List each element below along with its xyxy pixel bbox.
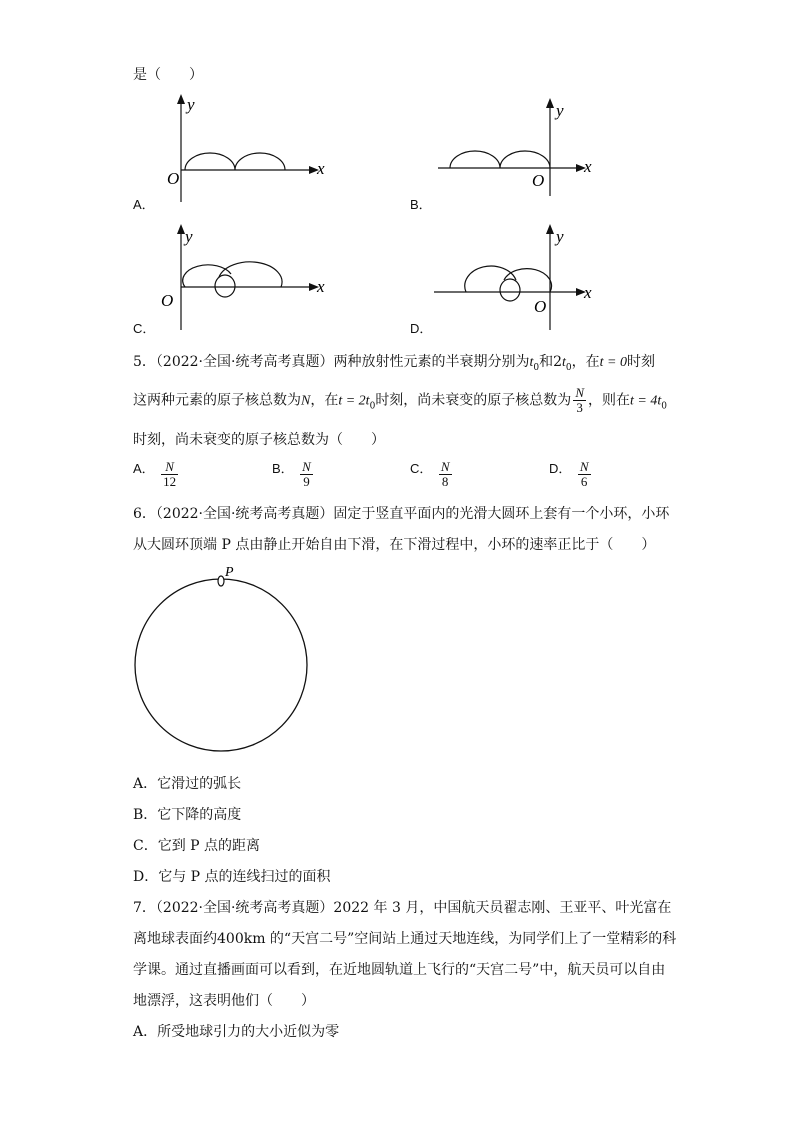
origin-label: O xyxy=(161,291,174,310)
option-c-label: C． xyxy=(133,321,156,336)
axis-y-label: y xyxy=(185,227,193,246)
axis-x-label: x xyxy=(317,159,325,178)
question-6-line-2: 从大圆环顶端 P 点由静止开始自由下滑，在下滑过程中，小环的速率正比于（ ） xyxy=(133,537,656,553)
hoop-diagram xyxy=(128,562,318,766)
origin-label: O xyxy=(167,169,180,188)
option-b-graph xyxy=(430,96,610,200)
q6-option-b: B．它下降的高度 xyxy=(133,807,242,823)
axis-x-label: x xyxy=(584,157,592,176)
axis-y-label: y xyxy=(187,95,195,114)
question-5-line-1: 5．（2022·全国·统考高考真题）两种放射性元素的半衰期分别为$t_0$和$2t_0$，在t = 0时刻 xyxy=(133,354,655,373)
axis-y-label: y xyxy=(556,101,564,120)
graph-d-svg xyxy=(430,222,610,334)
q6-option-d: D．它与 P 点的连线扫过的面积 xyxy=(133,869,331,885)
q5-option-b: B． $\frac{N}{9}$ xyxy=(272,459,311,489)
graph-b-svg xyxy=(430,96,610,196)
graph-c-svg xyxy=(133,222,343,334)
q6-option-c: C．它到 P 点的距离 xyxy=(133,838,261,854)
axis-x-label: x xyxy=(317,277,325,296)
q6-option-a: A．它滑过的弧长 xyxy=(133,776,242,792)
hoop-svg xyxy=(128,562,318,762)
origin-label: O xyxy=(532,171,545,190)
option-b-label: B． xyxy=(410,197,432,212)
q5-option-a: A． $\frac{N}{12}$ xyxy=(133,459,177,489)
axis-x-label: x xyxy=(584,283,592,302)
option-d-graph xyxy=(430,222,610,338)
question-5-line-3: 时刻，尚未衰变的原子核总数为（ ） xyxy=(133,432,385,448)
option-c-graph xyxy=(133,222,343,338)
question-5-line-2: 这两种元素的原子核总数为N，在$t = 2t_0$时刻，尚未衰变的原子核总数为 $\frac{N}{3}$ ，则在$t = 4t_0$ xyxy=(133,385,667,415)
option-d-label: D． xyxy=(410,321,433,336)
point-p-label: P xyxy=(225,565,234,580)
q5-option-c: C． $\frac{N}{8}$ xyxy=(410,459,450,489)
question-4-tail: 是（ ） xyxy=(133,67,203,83)
question-6-line-1: 6．（2022·全国·统考高考真题）固定于竖直平面内的光滑大圆环上套有一个小环，小环 xyxy=(133,506,670,522)
question-7-line-3: 学课。通过直播画面可以看到，在近地圆轨道上飞行的“天宫二号”中，航天员可以自由 xyxy=(133,962,666,978)
option-a-graph xyxy=(133,92,343,216)
axis-y-label: y xyxy=(556,227,564,246)
q5-option-d: D． $\frac{N}{6}$ xyxy=(549,459,589,489)
question-7-line-2: 离地球表面约400km 的“天宫二号”空间站上通过天地连线，为同学们上了一堂精彩的科 xyxy=(133,931,677,947)
q7-option-a: A．所受地球引力的大小近似为零 xyxy=(133,1024,340,1040)
question-7-line-4: 地漂浮，这表明他们（ ） xyxy=(133,993,315,1009)
fraction-n-over-3: $\frac{N}{3}$ xyxy=(575,385,584,415)
graph-a-svg xyxy=(133,92,343,212)
option-a-label: A． xyxy=(133,197,155,212)
origin-label: O xyxy=(534,297,547,316)
question-7-line-1: 7．（2022·全国·统考高考真题）2022 年 3 月，中国航天员翟志刚、王亚平、叶光富在 xyxy=(133,900,672,916)
